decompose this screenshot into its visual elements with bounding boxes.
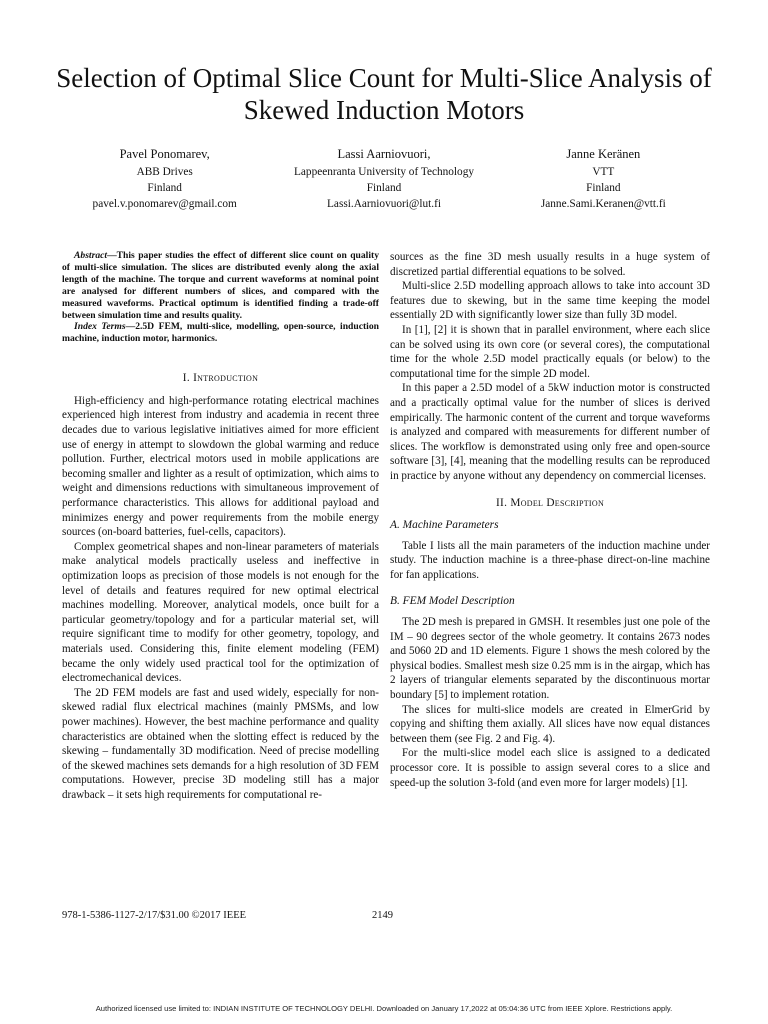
paragraph: In this paper a 2.5D model of a 5kW induction motor is constructed and a practically optimal value for the number of slices is derived empirically. The harmonic content of the current and torque waveforms is analyzed and compared with measurements for different number of slices. The workflow is demonstrated using only free and open-source software [3], [4], meaning that the modelling results can be reproduced in practice by anyone without any dependency on commercial licenses. [390, 382, 710, 482]
abstract-lead: Abstract [74, 250, 108, 261]
paragraph: For the multi-slice model each slice is assigned to a dedicated processor core. It is possible to assign several cores to a slice and speed-up the solution 3-fold (and even more for larger models) [1]. [390, 747, 710, 789]
license-notice: Authorized licensed use limited to: INDIAN INSTITUTE OF TECHNOLOGY DELHI. Downloaded on January 17,2022 at 05:04:36 UTC from IEEE Xplore. Restrictions apply. [95, 1004, 673, 1013]
page-number: 2149 [372, 910, 393, 921]
section-heading-model-description [390, 496, 710, 511]
paragraph: sources as the fine 3D mesh usually results in a huge system of discretized partial differential equations to be solved. [390, 251, 710, 278]
paragraph: Table I lists all the main parameters of the induction machine under study. The induction machine is a three-phase direct-on-line machine for fan applications. [390, 539, 710, 581]
author-2 [269, 146, 498, 212]
author-block [60, 146, 708, 212]
subsection-heading-machine-parameters: A. Machine Parameters [390, 519, 499, 532]
author-name: Janne Keränen [566, 147, 641, 161]
author-country: Finland [147, 182, 182, 194]
right-column [390, 250, 710, 790]
section-number: II. [495, 496, 508, 509]
paragraph: In [1], [2] it is shown that in parallel environment, where each slice can be solved using its own core (or several cores), the computational time for the whole 2.5D model practically equals (or below) to the computational time for the simple 2D model. [390, 323, 710, 380]
isbn-footer: 978-1-5386-1127-2/17/$31.00 ©2017 IEEE [62, 910, 247, 921]
index-terms-lead: Index Terms [74, 321, 126, 333]
left-column [62, 250, 379, 802]
section-title: Model Description [510, 496, 605, 509]
paragraph: The 2D FEM models are fast and used widely, especially for non-skewed radial flux electrical machines (mainly PMSMs, and low power machines). However, the best machine performance and quality characteristics are obtained when the slotting effect is reduced by the skewing – fundamentally 3D modification. Need of precise modelling of the skewed machines sets demands for a high resolution of 3D FEM computations. However, precise 3D modeling still has a major drawback – it sets high requirements for computational re- [62, 686, 379, 801]
paragraph: Complex geometrical shapes and non-linear parameters of materials make analytical models practically useless and ineffective in optimization loops as precision of those models is not enough for the level of details and features required for new optimal electrical machines modelling. Moreover, analytical models, once built for a particular geometry/topology and for a particular material set, will require significant time to modify for other geometry, topology, and materials used. Considering this, finite element modeling (FEM) became the only widely used practical tool for the optimization of electromechanical devices. [62, 540, 379, 685]
author-email: Janne.Sami.Keranen@vtt.fi [540, 198, 666, 210]
paragraph: High-efficiency and high-performance rotating electrical machines experienced high interest from industry and academia in recent three decades due to various legislative initiatives aimed for more efficient use of energy in attempt to slowdown the global warming and reduce pollution. Further, electrical motors used in mobile applications are becoming smaller and lighter as a result of optimization, which aims to weight and dimensions reductions with simultaneous improvement of performance characteristics. This allows for additional payload and minimizes energy and power requirements from the mobile energy sources (on-board batteries, fuel-cells, capacitors). [62, 394, 379, 539]
author-country: Finland [586, 182, 621, 194]
subsection-heading-fem-model: B. FEM Model Description [390, 595, 515, 608]
author-3 [499, 146, 708, 212]
section-title: Introduction [193, 372, 259, 385]
author-email: pavel.v.ponomarev@gmail.com [92, 198, 237, 210]
author-affiliation: ABB Drives [136, 166, 193, 178]
section-number: I. [182, 372, 190, 385]
author-country: Finland [366, 182, 402, 194]
abstract [62, 250, 379, 321]
index-terms-text: —2.5D FEM, multi-slice, modelling, open-source, induction machine, induction motor, harmonics. [62, 321, 379, 345]
author-1 [60, 146, 269, 212]
index-terms [62, 321, 379, 345]
author-name: Pavel Ponomarev, [119, 147, 210, 161]
paper-title: Selection of Optimal Slice Count for Multi-Slice Analysis of Skewed Induction Motors [56, 63, 712, 125]
paragraph: The 2D mesh is prepared in GMSH. It resembles just one pole of the IM – 90 degrees sector of the whole geometry. It contains 2673 nodes and 5060 2D and 1D elements. Figure 1 shows the mesh colored by the physical bodies. Smallest mesh size 0.25 mm is in the airgap, which has 2 layers of triangular elements separated by the discontinuous mortar boundary [5] to implement rotation. [390, 616, 710, 702]
abstract-text: —This paper studies the effect of different slice count on quality of multi-slice simulation. The slices are distributed evenly along the axial length of the machine. The torque and current waveforms at nominal point are analysed for different numbers of slices, and compared with the measured waveforms. Practical optimum is identified finding a trade-off between simulation time and results quality. [62, 250, 379, 321]
paragraph: Multi-slice 2.5D modelling approach allows to take into account 3D features due to skewing, but in the same time keeping the model essentially 2D with significantly lower size than fully 3D model. [390, 280, 710, 322]
author-affiliation: Lappeenranta University of Technology [294, 166, 475, 178]
section-heading-introduction [62, 371, 379, 386]
paragraph: The slices for multi-slice models are created in ElmerGrid by copying and shifting them axially. All slices have now equal distances between them (see Fig. 2 and Fig. 4). [390, 703, 710, 745]
author-email: Lassi.Aarniovuori@lut.fi [327, 198, 441, 210]
author-affiliation: VTT [592, 166, 615, 178]
author-name: Lassi Aarniovuori, [337, 147, 431, 161]
